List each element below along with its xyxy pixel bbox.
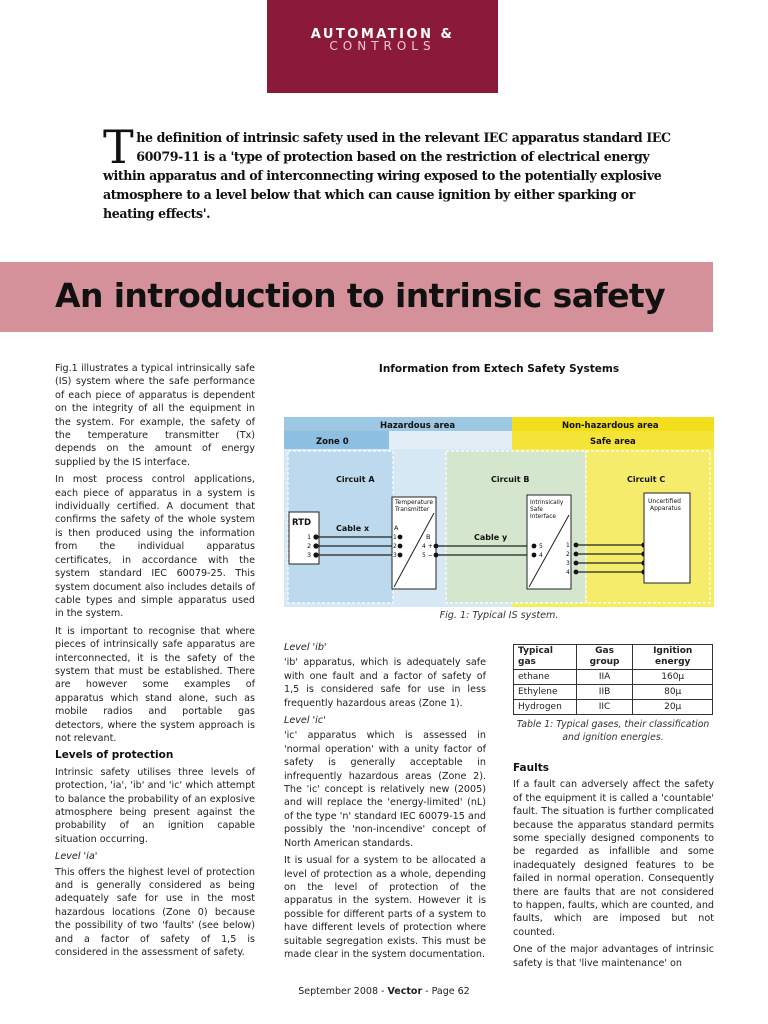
page-footer [0,986,768,997]
uncertified-label-2: Apparatus [650,505,681,512]
footer-magazine: Vector [387,986,423,997]
section-tab [267,0,498,93]
table-row [514,685,713,700]
table-row [514,700,713,715]
table-cell: IIB [576,685,633,700]
table-cell: Ethylene [514,685,577,700]
level-ia-label: Level 'ia' [55,851,98,863]
footer-page: - Page 62 [422,986,470,997]
paragraph: It is important to recognise that where pieces of intrinsically safe apparatus are interconnected, it is the safety of the system that must be established. There are however some examples of apparatus which stand alone, such as mobile radios and portable gas detectors, where the system approach is not relevant. [55,625,255,744]
table-cell: IIC [576,700,633,715]
intro-text: he definition of intrinsic safety used in the relevant IEC apparatus standard IEC 60079-11 is a 'type of protection based on the restriction of electrical energy within apparatus and of interconnecting wiring exposed to the potentially explosive atmosphere to a level below that which can cause ignition by either sparking or heating effects'. [103,130,671,221]
table-row [514,670,713,685]
table-header: Ignition energy [633,645,713,670]
if-terminal-4: 4 [539,552,543,559]
cable-x-label: Cable x [336,524,370,533]
rtd-terminal-2: 2 [307,542,312,550]
paragraph: Intrinsic safety utilises three levels of protection, 'ia', 'ib' and 'ic' which attempt to balance the probability of an explosive atmosphere being present against the probability of an ignition capable situation occurring. [55,766,255,845]
out-terminal-4: 4 [566,569,570,576]
level-ib-label: Level 'ib' [284,642,327,653]
column-2 [284,641,486,965]
terminal-b-label: B [426,533,431,541]
interface-label-2: Safe [530,507,543,513]
column-1 [55,362,255,963]
article-title: An introduction to intrinsic safety [55,276,665,315]
section-label-line1: AUTOMATION & [310,27,455,42]
column-3 [513,760,714,974]
terminal-a-label: A [394,524,399,532]
table-header-row [514,645,713,670]
table-cell: 160μ [633,670,713,685]
circuit-c-label: Circuit C [627,475,666,484]
table-cell: 20μ [633,700,713,715]
footer-date: September 2008 - [298,986,388,997]
paragraph: Fig.1 illustrates a typical intrinsically safe (IS) system where the safe performance of each piece of apparatus is dependent on the integrity of all the equipment in the system. For example, the safety of the temperature transmitter (Tx) depends on the amount of energy supplied by the IS interface. [55,363,255,468]
tx-terminal-4plus: 4 + [422,543,433,550]
table-header: Typical gas [514,645,577,670]
table-header: Gas group [576,645,633,670]
paragraph: This offers the highest level of protection and is generally considered as being adequately safe for use in the most hazardous locations (Zone 0) because the possibility of two 'faults' (see below) and a factor of safety of 1,5 is considered in the assessment of safety. [55,866,255,959]
paragraph: It is usual for a system to be allocated a level of protection as a whole, depending on the level of protection of the apparatus in the system. However it is possible for different parts of a system to have different levels of protection where suitable segregation exists. This must be made clear in the system documentation. [284,855,486,960]
transmitter-label-1: Temperature [395,499,434,506]
tx-terminal-5minus: 5 − [422,552,433,559]
out-terminal-1: 1 [566,542,570,549]
transmitter-label-2: Transmitter [395,506,430,513]
title-band [0,262,713,332]
interface-label-3: Interface [530,514,556,520]
intro-paragraph [103,120,673,223]
paragraph: In most process control applications, each piece of apparatus in a system is individually certified. A document that confirms the safety of the whole system is then produced using the information from the individual apparatus certificates, in accordance with the system standard IEC 60079-25. This system document also includes details of cable types and simple apparatus used in the system. [55,474,255,620]
zone0-label: Zone 0 [316,437,349,447]
non-hazardous-area-label: Non-hazardous area [562,421,659,431]
circuit-b-label: Circuit B [491,475,530,484]
tx-terminal-2: 2 [393,543,397,550]
tx-terminal-3: 3 [393,552,397,559]
gas-table [513,644,713,715]
hazardous-area-label: Hazardous area [380,421,456,431]
drop-cap: T [103,120,134,174]
table-cell: Hydrogen [514,700,577,715]
uncertified-label-1: Uncertified [648,498,681,505]
paragraph: 'ic' apparatus which is assessed in 'normal operation' with a unity factor of safety is generally acceptable in infrequently hazardous areas (Zone 2). The 'ic' concept is relatively new (2005) and will replace the 'energy-limited' (nL) of the type 'n' standard IEC 60079-15 and possibly the 'non-incendive' concept of North American standards. [284,730,486,849]
rtd-terminal-3: 3 [307,551,312,559]
level-ic-label: Level 'ic' [284,715,326,727]
figure-source: Information from Extech Safety Systems [378,363,620,375]
paragraph: If a fault can adversely affect the safety of the equipment it is called a 'countable' fault. The situation is further complicated because the apparatus standard permits some specially designed components to be regarded as infallible and some inadequately designed features to be failed in normal operation. Consequently there are faults that are not considered to happen, faults, which are counted, and faults, which are imposed but not counted. [513,779,714,938]
out-terminal-2: 2 [566,551,570,558]
table-cell: IIA [576,670,633,685]
out-terminal-3: 3 [566,560,570,567]
paragraph: One of the major advantages of intrinsic safety is that 'live maintenance' on [513,944,714,969]
is-system-diagram [284,417,714,607]
cable-y-label: Cable y [474,533,508,542]
table-cell: ethane [514,670,577,685]
circuit-a-label: Circuit A [336,475,375,484]
rtd-terminal-1: 1 [307,533,312,541]
interface-label-1: Intrinsically [530,500,564,506]
rtd-label: RTD [292,518,312,528]
safe-area-label: Safe area [590,437,636,447]
paragraph: 'ib' apparatus, which is adequately safe with one fault and a factor of safety of 1,5 is considered safe for use in less frequently hazardous areas (Zone 1). [284,657,486,709]
table-cell: 80μ [633,685,713,700]
subheading-levels: Levels of protection [55,749,174,762]
tx-terminal-1: 1 [393,534,397,541]
if-terminal-5: 5 [539,543,543,550]
figure-caption: Fig. 1: Typical IS system. [439,610,559,621]
section-label-line2: CONTROLS [329,39,436,53]
table-caption: Table 1: Typical gases, their classification and ignition energies. [516,719,710,743]
subheading-faults: Faults [513,762,549,774]
